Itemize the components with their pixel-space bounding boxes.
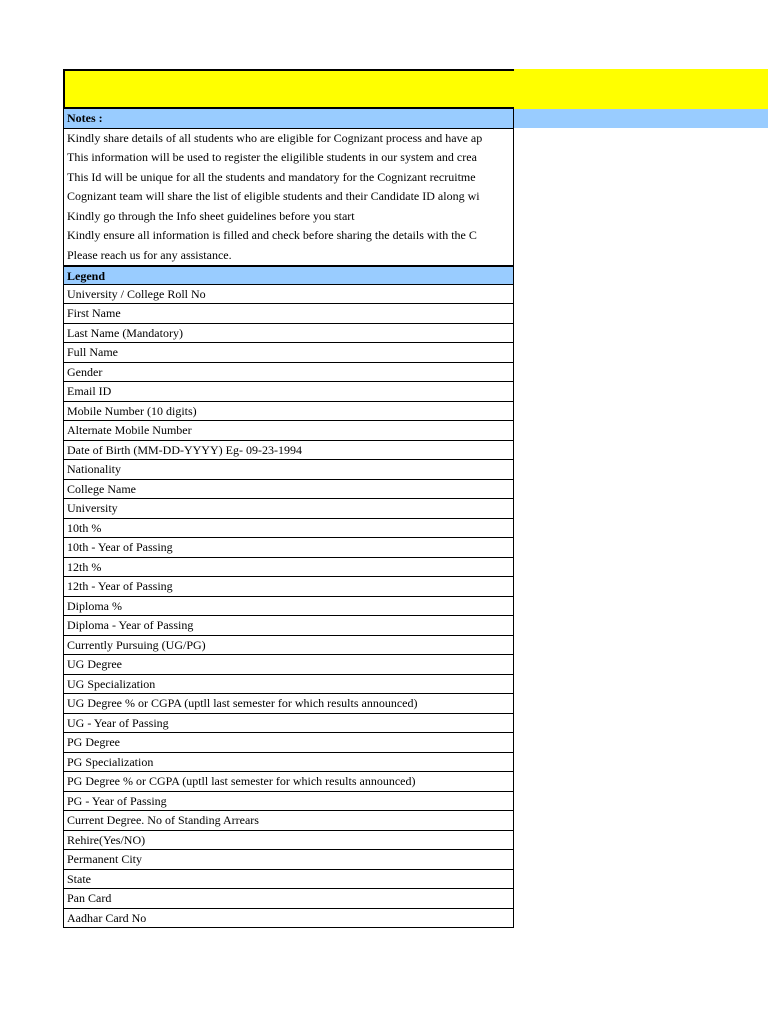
legend-row[interactable]: Rehire(Yes/NO): [64, 831, 513, 851]
legend-row[interactable]: UG Degree: [64, 655, 513, 675]
legend-row[interactable]: Currently Pursuing (UG/PG): [64, 636, 513, 656]
note-line: Kindly ensure all information is filled and check before sharing the details with the C: [64, 226, 513, 246]
legend-row[interactable]: Date of Birth (MM-DD-YYYY) Eg- 09-23-1994: [64, 441, 513, 461]
legend-row[interactable]: Diploma %: [64, 597, 513, 617]
notes-header: Notes :: [64, 109, 513, 129]
legend-row[interactable]: UG Degree % or CGPA (uptll last semester for which results announced): [64, 694, 513, 714]
legend-sheet: [63, 109, 514, 928]
legend-row[interactable]: UG Specialization: [64, 675, 513, 695]
legend-row[interactable]: First Name: [64, 304, 513, 324]
legend-row[interactable]: Email ID: [64, 382, 513, 402]
legend-row[interactable]: Full Name: [64, 343, 513, 363]
legend-row[interactable]: 10th %: [64, 519, 513, 539]
legend-row[interactable]: Aadhar Card No: [64, 909, 513, 929]
note-line: Please reach us for any assistance.: [64, 246, 513, 266]
legend-row[interactable]: University: [64, 499, 513, 519]
legend-row[interactable]: 12th %: [64, 558, 513, 578]
legend-row[interactable]: Current Degree. No of Standing Arrears: [64, 811, 513, 831]
legend-row[interactable]: State: [64, 870, 513, 890]
title-cell: [63, 69, 514, 109]
legend-row[interactable]: Nationality: [64, 460, 513, 480]
legend-row[interactable]: Last Name (Mandatory): [64, 324, 513, 344]
legend-row[interactable]: Alternate Mobile Number: [64, 421, 513, 441]
notes-overflow-area: [514, 128, 768, 265]
legend-row[interactable]: 10th - Year of Passing: [64, 538, 513, 558]
notes-list: [64, 129, 513, 266]
legend-row[interactable]: Permanent City: [64, 850, 513, 870]
note-line: This information will be used to register the eligilible students in our system and crea: [64, 148, 513, 168]
note-line: Kindly share details of all students who are eligible for Cognizant process and have ap: [64, 129, 513, 149]
note-line: This Id will be unique for all the students and mandatory for the Cognizant recruitme: [64, 168, 513, 188]
legend-row[interactable]: College Name: [64, 480, 513, 500]
legend-row[interactable]: PG Specialization: [64, 753, 513, 773]
legend-row[interactable]: PG - Year of Passing: [64, 792, 513, 812]
legend-row[interactable]: Gender: [64, 363, 513, 383]
legend-row[interactable]: University / College Roll No: [64, 285, 513, 305]
legend-list: [64, 285, 513, 929]
legend-row[interactable]: PG Degree: [64, 733, 513, 753]
legend-header: Legend: [64, 265, 513, 285]
legend-row[interactable]: Diploma - Year of Passing: [64, 616, 513, 636]
note-line: Cognizant team will share the list of eligible students and their Candidate ID along wi: [64, 187, 513, 207]
note-line: Kindly go through the Info sheet guidelines before you start: [64, 207, 513, 227]
legend-row[interactable]: UG - Year of Passing: [64, 714, 513, 734]
legend-row[interactable]: Pan Card: [64, 889, 513, 909]
legend-row[interactable]: Mobile Number (10 digits): [64, 402, 513, 422]
legend-row[interactable]: PG Degree % or CGPA (uptll last semester for which results announced): [64, 772, 513, 792]
legend-row[interactable]: 12th - Year of Passing: [64, 577, 513, 597]
